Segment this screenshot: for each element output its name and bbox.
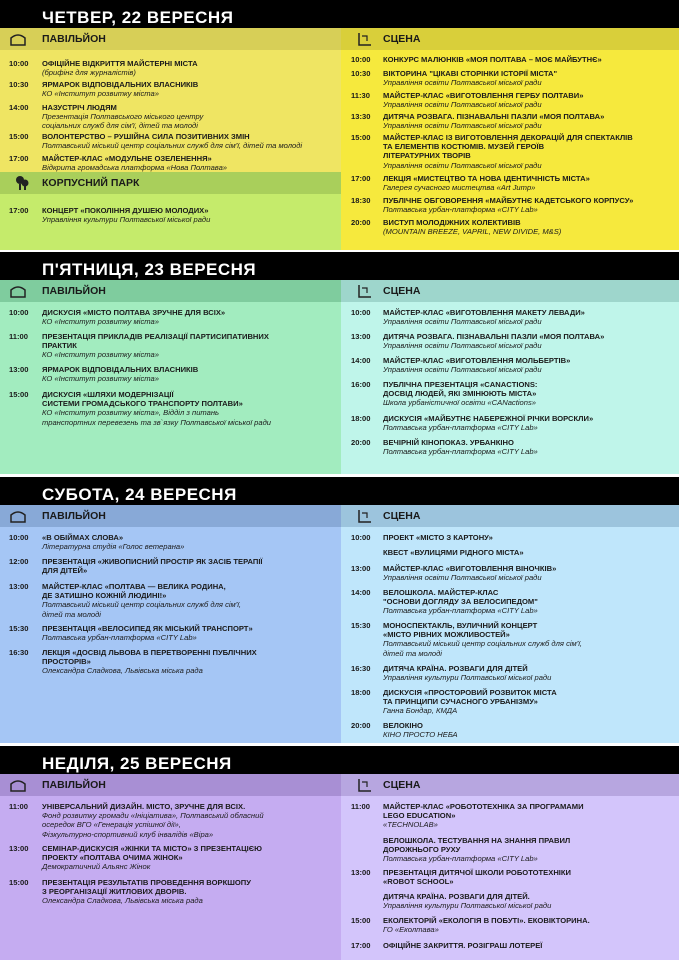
event-organizer: Управління освіти Полтавської міської ради: [383, 160, 542, 170]
event-time: 15:00: [9, 390, 29, 399]
event-time: 16:30: [9, 648, 29, 657]
stage-header-label: СЦЕНА: [383, 33, 421, 45]
event-organizer: Управління освіти Полтавської міської ради: [383, 317, 542, 327]
pavilion-icon: [10, 509, 26, 523]
event-organizer: КО «Інститут розвитку міста»: [42, 317, 159, 327]
stage-header: [341, 774, 679, 796]
event-title: МАЙСТЕР-КЛАС «РОБОТОТЕХНІКА ЗА ПРОГРАМАМИ LEGO EDUCATION»: [383, 802, 584, 821]
day-section-sunday: [0, 746, 679, 960]
corpus-park-label: КОРПУСНИЙ ПАРК: [42, 177, 140, 189]
event-organizer: ГО «Еколтава»: [383, 925, 439, 935]
event-time: 15:00: [351, 916, 371, 925]
pavilion-column: [0, 280, 341, 474]
event-organizer: Галерея сучасного мистецтва «Art Jump»: [383, 183, 536, 193]
event-title: ВИСТУП МОЛОДІЖНИХ КОЛЕКТИВІВ: [383, 218, 521, 227]
event-title: ВЕЛОКІНО: [383, 721, 423, 730]
event-title: ПРЕЗЕНТАЦІЯ «ЖИВОПИСНИЙ ПРОСТІР ЯК ЗАСІБ ТЕРАПІЇ ДЛЯ ДІТЕЙ»: [42, 557, 263, 576]
event-time: 13:00: [351, 332, 371, 341]
event-time: 11:30: [351, 91, 371, 100]
event-time: 15:30: [9, 624, 29, 633]
event-title: СЕМІНАР-ДИСКУСІЯ «ЖІНКИ ТА МІСТО» З ПРЕЗЕНТАЦІЄЮ ПРОЕКТУ «ПОЛТАВА ОЧИМА ЖІНОК»: [42, 844, 262, 863]
event-time: 10:30: [9, 80, 29, 89]
event-organizer: (MOUNTAIN BREEZE, VAPRIL, NEW DIVIDE, M&S): [383, 227, 562, 237]
pavilion-header-label: ПАВІЛЬЙОН: [42, 285, 106, 297]
event-title: ВІКТОРИНА "ЦІКАВІ СТОРІНКИ ІСТОРІЇ МІСТА": [383, 69, 558, 78]
event-title: ДИСКУСІЯ «ШЛЯХИ МОДЕРНІЗАЦІЇ СИСТЕМИ ГРОМАДСЬКОГО ТРАНСПОРТУ ПОЛТАВИ»: [42, 390, 243, 409]
event-title: ВЕЛОШКОЛА. МАЙСТЕР-КЛАС "ОСНОВИ ДОГЛЯДУ ЗА ВЕЛОСИПЕДОМ": [383, 588, 538, 607]
event-title: МАЙСТЕР-КЛАС «ВИГОТОВЛЕННЯ МОЛЬБЕРТІВ»: [383, 356, 571, 365]
event-organizer: Полтавська урбан-платформа «CITY Lab»: [383, 447, 538, 457]
event-organizer: (брифінг для журналістів): [42, 68, 136, 78]
event-time: 14:00: [351, 356, 371, 365]
event-organizer: Полтавський міський центр соціальних служб для сім'ї, дітей та молоді: [42, 600, 242, 619]
event-time: 11:00: [9, 802, 29, 811]
event-organizer: «TECHNOLAB»: [383, 820, 438, 830]
event-time: 17:00: [9, 206, 29, 215]
event-organizer: Полтавський міський центр соціальних служб для сім'ї, дітей та молоді: [383, 639, 583, 658]
event-title: КВЕСТ «ВУЛИЦЯМИ РІДНОГО МІСТА»: [383, 548, 524, 557]
event-time: 15:00: [351, 133, 371, 142]
pavilion-column: [0, 774, 341, 960]
pavilion-icon: [10, 284, 26, 298]
event-time: 15:00: [9, 132, 29, 141]
event-title: МАЙСТЕР-КЛАС «ВИГОТОВЛЕННЯ ВІНОЧКІВ»: [383, 564, 557, 573]
stage-header-label: СЦЕНА: [383, 779, 421, 791]
pavilion-header: [0, 774, 341, 796]
event-organizer: Управління освіти Полтавської міської ради: [383, 365, 542, 375]
event-time: 16:00: [351, 380, 371, 389]
event-organizer: Управління культури Полтавської міської ради: [383, 901, 552, 911]
day-section-friday: [0, 252, 679, 474]
event-title: ПРЕЗЕНТАЦІЯ ПРИКЛАДІВ РЕАЛІЗАЦІЇ ПАРТИСИПАТИВНИХ ПРАКТИК: [42, 332, 269, 351]
event-title: ОФІЦІЙНЕ ВІДКРИТТЯ МАЙСТЕРНІ МІСТА: [42, 59, 198, 68]
pavilion-column: [0, 505, 341, 743]
day-title: НЕДІЛЯ, 25 ВЕРЕСНЯ: [0, 746, 679, 774]
event-title: МАЙСТЕР-КЛАС «МОДУЛЬНЕ ОЗЕЛЕНЕННЯ»: [42, 154, 212, 163]
pavilion-header-label: ПАВІЛЬЙОН: [42, 779, 106, 791]
event-title: ВЕЛОШКОЛА. ТЕСТУВАННЯ НА ЗНАННЯ ПРАВИЛ ДОРОЖНЬОГО РУХУ: [383, 836, 571, 855]
event-title: ПУБЛІЧНЕ ОБГОВОРЕННЯ «МАЙБУТНЄ КАДЕТСЬКОГО КОРПУСУ»: [383, 196, 634, 205]
event-time: 15:30: [351, 621, 371, 630]
event-time: 18:00: [351, 414, 371, 423]
event-organizer: Школа урбаністичної освіти «CANactions»: [383, 398, 536, 408]
event-organizer: Управління освіти Полтавської міської ради: [383, 100, 542, 110]
event-organizer: Ганна Бондар, КМДА: [383, 706, 458, 716]
tree-icon: [14, 175, 30, 191]
event-time: 10:00: [351, 55, 371, 64]
event-time: 13:30: [351, 112, 371, 121]
event-time: 20:00: [351, 438, 371, 447]
event-title: ВЕЧІРНІЙ КІНОПОКАЗ. УРБАНКІНО: [383, 438, 514, 447]
event-title: ЯРМАРОК ВІДПОВІДАЛЬНИХ ВЛАСНИКІВ: [42, 365, 199, 374]
event-organizer: Олександра Сладкова, Львівська міська рада: [42, 666, 203, 676]
event-title: ПРОЕКТ «МІСТО З КАРТОНУ»: [383, 533, 493, 542]
event-organizer: Фонд розвитку громади «Ініціатива», Полтавський обласний осередок ВГО «Генерація успішної дії», Фізкультурно-спортивний клуб інвалідів «Віра»: [42, 811, 264, 839]
event-title: ПРЕЗЕНТАЦІЯ «ВЕЛОСИПЕД ЯК МІСЬКИЙ ТРАНСПОРТ»: [42, 624, 253, 633]
event-organizer: Управління освіти Полтавської міської ради: [383, 341, 542, 351]
event-title: ПУБЛІЧНА ПРЕЗЕНТАЦІЯ «CANACTIONS: ДОСВІД ЛЮДЕЙ, ЯКІ ЗМІНЮЮТЬ МІСТА»: [383, 380, 538, 399]
event-time: 16:30: [351, 664, 371, 673]
pavilion-header: [0, 505, 341, 527]
stage-icon: [357, 284, 373, 298]
pavilion-header: [0, 280, 341, 302]
event-organizer: Полтавська урбан-платформа «CITY Lab»: [383, 854, 538, 864]
event-title: ПРЕЗЕНТАЦІЯ ДИТЯЧОЇ ШКОЛИ РОБОТОТЕХНІКИ «ROBOT SCHOOL»: [383, 868, 572, 887]
event-time: 14:00: [351, 588, 371, 597]
event-organizer: Презентація Полтавського міського центру соціальних служб для сім'ї, дітей та молоді: [42, 112, 204, 131]
event-title: ОФІЦІЙНЕ ЗАКРИТТЯ. РОЗІГРАШ ЛОТЕРЕЇ: [383, 941, 543, 950]
event-time: 20:00: [351, 218, 371, 227]
event-time: 17:00: [351, 174, 371, 183]
stage-header-label: СЦЕНА: [383, 510, 421, 522]
event-title: МАЙСТЕР-КЛАС «ПОЛТАВА — ВЕЛИКА РОДИНА, ДЕ ЗАТИШНО КОЖНІЙ ЛЮДИНІ!»: [42, 582, 226, 601]
event-title: УНІВЕРСАЛЬНИЙ ДИЗАЙН. МІСТО, ЗРУЧНЕ ДЛЯ ВСІХ.: [42, 802, 246, 811]
event-time: 10:00: [351, 308, 371, 317]
event-organizer: Полтавська урбан-платформа «CITY Lab»: [383, 205, 538, 215]
event-title: ДИСКУСІЯ «МІСТО ПОЛТАВА ЗРУЧНЕ ДЛЯ ВСІХ»: [42, 308, 226, 317]
stage-column: [341, 28, 679, 250]
event-time: 13:00: [9, 844, 29, 853]
event-title: ДИТЯЧА РОЗВАГА. ПІЗНАВАЛЬНІ ПАЗЛИ «МОЯ ПОЛТАВА»: [383, 332, 605, 341]
pavilion-icon: [10, 32, 26, 46]
event-time: 10:00: [9, 533, 29, 542]
stage-icon: [357, 778, 373, 792]
event-time: 13:00: [9, 365, 29, 374]
stage-column: [341, 280, 679, 474]
event-title: ЛЕКЦІЯ «МИСТЕЦТВО ТА НОВА ІДЕНТИЧНІСТЬ МІСТА»: [383, 174, 590, 183]
stage-header: [341, 280, 679, 302]
event-organizer: Управління освіти Полтавської міської ради: [383, 78, 542, 88]
event-organizer: Управління освіти Полтавської міської ради: [383, 121, 542, 131]
event-organizer: Полтавський міський центр соціальних служб для сім'ї, дітей та молоді: [42, 141, 303, 151]
event-title: ЛЕКЦІЯ «ДОСВІД ЛЬВОВА В ПЕРЕТВОРЕННІ ПУБЛІЧНИХ ПРОСТОРІВ»: [42, 648, 257, 667]
day-section-saturday: [0, 477, 679, 743]
day-title: П'ЯТНИЦЯ, 23 ВЕРЕСНЯ: [0, 252, 679, 280]
event-organizer: Полтавська урбан-платформа «CITY Lab»: [42, 633, 197, 643]
event-title: МАЙСТЕР-КЛАС «ВИГОТОВЛЕННЯ ГЕРБУ ПОЛТАВИ»: [383, 91, 584, 100]
event-title: ДИСКУСІЯ «ПРОСТОРОВИЙ РОЗВИТОК МІСТА ТА ПРИНЦИПИ СУЧАСНОГО УРБАНІЗМУ»: [383, 688, 557, 707]
event-time: 11:00: [9, 332, 29, 341]
event-time: 18:00: [351, 688, 371, 697]
pavilion-column: [0, 28, 341, 250]
pavilion-header-label: ПАВІЛЬЙОН: [42, 510, 106, 522]
day-section-thursday: [0, 0, 679, 250]
event-time: 13:00: [351, 868, 371, 877]
event-title: КОНКУРС МАЛЮНКІВ «МОЯ ПОЛТАВА – МОЄ МАЙБУТНЄ»: [383, 55, 602, 64]
event-time: 10:00: [9, 308, 29, 317]
event-organizer: Відкрита громадська платформа «Нова Полтава»: [42, 163, 228, 173]
event-time: 12:00: [9, 557, 29, 566]
stage-header-label: СЦЕНА: [383, 285, 421, 297]
event-organizer: Полтавська урбан-платформа «CITY Lab»: [383, 423, 538, 433]
event-title: КОНЦЕРТ «ПОКОЛІННЯ ДУШЕЮ МОЛОДИХ»: [42, 206, 209, 215]
event-organizer: КІНО ПРОСТО НЕБА: [383, 730, 458, 740]
event-organizer: КО «Інститут розвитку міста»: [42, 89, 159, 99]
event-title: ДИСКУСІЯ «МАЙБУТНЄ НАБЕРЕЖНОЇ РІЧКИ ВОРСКЛИ»: [383, 414, 594, 423]
event-organizer: КО «Інститут розвитку міста»: [42, 374, 159, 384]
pavilion-icon: [10, 778, 26, 792]
stage-icon: [357, 32, 373, 46]
event-time: 11:00: [351, 802, 371, 811]
stage-header: [341, 28, 679, 50]
event-organizer: КО «Інститут розвитку міста»: [42, 350, 159, 360]
event-organizer: Олександра Сладкова, Львівська міська рада: [42, 896, 203, 906]
day-title: ЧЕТВЕР, 22 ВЕРЕСНЯ: [0, 0, 679, 28]
event-title: МОНОСПЕКТАКЛЬ, ВУЛИЧНИЙ КОНЦЕРТ «МІСТО РІВНИХ МОЖЛИВОСТЕЙ»: [383, 621, 538, 640]
event-time: 20:00: [351, 721, 371, 730]
event-title: МАЙСТЕР-КЛАС ІЗ ВИГОТОВЛЕННЯ ДЕКОРАЦІЙ ДЛЯ СПЕКТАКЛІВ ТА ЕЛЕМЕНТІВ КОСТЮМІВ. МУЗЕЙ ГЕРОЇВ ЛІТЕРАТУРНИХ ТВОРІВ: [383, 133, 633, 161]
event-title: ВОЛОНТЕРСТВО – РУШІЙНА СИЛА ПОЗИТИВНИХ ЗМІН: [42, 132, 250, 141]
event-title: ДИТЯЧА РОЗВАГА. ПІЗНАВАЛЬНІ ПАЗЛИ «МОЯ ПОЛТАВА»: [383, 112, 605, 121]
event-title: ДИТЯЧА КРАЇНА. РОЗВАГИ ДЛЯ ДІТЕЙ.: [383, 892, 530, 901]
event-time: 13:00: [9, 582, 29, 591]
event-organizer: Полтавська урбан-платформа «CITY Lab»: [383, 606, 538, 616]
event-title: ЕКОЛЕКТОРІЙ «ЕКОЛОГІЯ В ПОБУТІ». ЕКОВІКТОРИНА.: [383, 916, 590, 925]
event-organizer: Управління культури Полтавської міської ради: [42, 215, 211, 225]
stage-icon: [357, 509, 373, 523]
event-time: 17:00: [9, 154, 29, 163]
event-title: ЯРМАРОК ВІДПОВІДАЛЬНИХ ВЛАСНИКІВ: [42, 80, 199, 89]
event-time: 13:00: [351, 564, 371, 573]
event-title: НАЗУСТРІЧ ЛЮДЯМ: [42, 103, 117, 112]
stage-column: [341, 505, 679, 743]
event-organizer: Управління освіти Полтавської міської ради: [383, 573, 542, 583]
event-title: ДИТЯЧА КРАЇНА. РОЗВАГИ ДЛЯ ДІТЕЙ: [383, 664, 528, 673]
event-time: 15:00: [9, 878, 29, 887]
event-organizer: Управління культури Полтавської міської ради: [383, 673, 552, 683]
event-title: «В ОБІЙМАХ СЛОВА»: [42, 533, 124, 542]
stage-column: [341, 774, 679, 960]
event-time: 14:00: [9, 103, 29, 112]
event-organizer: Літературна студія «Голос ветерана»: [42, 542, 185, 552]
event-time: 17:00: [351, 941, 371, 950]
event-time: 10:00: [351, 533, 371, 542]
pavilion-header-label: ПАВІЛЬЙОН: [42, 33, 106, 45]
event-title: ПРЕЗЕНТАЦІЯ РЕЗУЛЬТАТІВ ПРОВЕДЕННЯ ВОРКШОПУ З РЕОРГАНІЗАЦІЇ ЖИТЛОВИХ ДВОРІВ.: [42, 878, 251, 897]
day-title: СУБОТА, 24 ВЕРЕСНЯ: [0, 477, 679, 505]
event-organizer: Демократичний Альянс Жінок: [42, 862, 151, 872]
corpus-park-header: [0, 172, 341, 194]
event-title: МАЙСТЕР-КЛАС «ВИГОТОВЛЕННЯ МАКЕТУ ЛЕВАДИ»: [383, 308, 585, 317]
stage-header: [341, 505, 679, 527]
event-time: 10:00: [9, 59, 29, 68]
event-time: 18:30: [351, 196, 371, 205]
pavilion-header: [0, 28, 341, 50]
event-time: 10:30: [351, 69, 371, 78]
event-organizer: КО «Інститут розвитку міста», Відділ з питань транспортних перевезень та зв`язку Полтавської міської ради: [42, 408, 271, 427]
